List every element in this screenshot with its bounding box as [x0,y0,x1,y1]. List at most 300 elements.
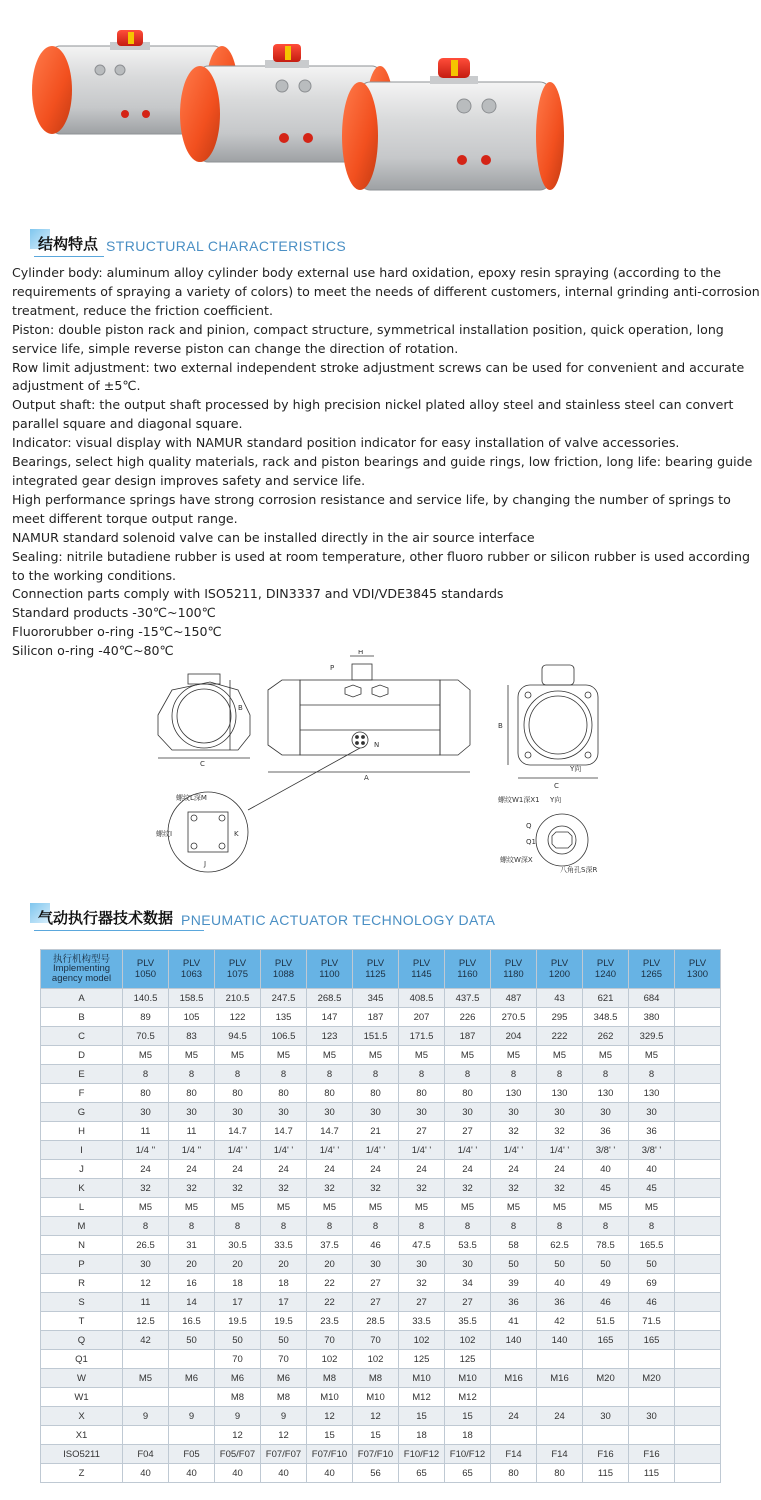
table-cell: M10 [353,1388,399,1407]
model-header-line: 1063 [180,969,203,980]
table-cell: 226 [445,1008,491,1027]
table-cell: M6 [169,1369,215,1388]
table-cell: 15 [353,1426,399,1445]
model-header-line: PLV [504,958,523,969]
table-cell: 3/8' ' [629,1141,675,1160]
table-cell: 80 [537,1464,583,1483]
table-cell: 30 [169,1103,215,1122]
table-cell [537,1350,583,1369]
table-row [41,1350,721,1369]
table-cell: 70 [353,1331,399,1350]
table-cell: 94.5 [215,1027,261,1046]
table-cell: 40 [169,1464,215,1483]
table-cell: M5 [123,1198,169,1217]
table-cell: 130 [629,1084,675,1103]
table-cell: M5 [445,1046,491,1065]
table-cell: 24 [261,1160,307,1179]
table-cell: 80 [445,1084,491,1103]
table-cell [675,1103,721,1122]
table-cell: 20 [169,1255,215,1274]
table-cell: 46 [629,1293,675,1312]
table-cell: M5 [169,1046,215,1065]
row-parameter-label: X [41,1407,123,1426]
table-cell: 437.5 [445,989,491,1008]
table-cell: 8 [537,1217,583,1236]
table-cell: F07/F07 [261,1445,307,1464]
table-cell [675,1198,721,1217]
table-cell: 21 [353,1122,399,1141]
table-cell [537,1426,583,1445]
table-cell [123,1426,169,1445]
table-cell: 30 [123,1103,169,1122]
table-cell [675,1274,721,1293]
table-cell: 204 [491,1027,537,1046]
table-cell: 1/4' ' [307,1141,353,1160]
row-parameter-label: Q [41,1331,123,1350]
model-column-header [41,950,123,989]
table-cell [675,1008,721,1027]
table-cell: 32 [491,1179,537,1198]
table-cell: 1/4' ' [353,1141,399,1160]
table-cell: 8 [583,1065,629,1084]
table-cell: 1/4' ' [491,1141,537,1160]
model-column-header [307,950,353,989]
table-cell: 80 [307,1084,353,1103]
table-cell: 15 [445,1407,491,1426]
row-parameter-label: L [41,1198,123,1217]
row-parameter-label: E [41,1065,123,1084]
table-cell: 187 [445,1027,491,1046]
table-cell: 102 [353,1350,399,1369]
table-cell: M8 [353,1369,399,1388]
model-header-line: 1300 [686,969,709,980]
table-cell: M8 [307,1369,353,1388]
detail-i-label: 螺纹I [156,830,173,838]
table-cell [675,1388,721,1407]
table-row [41,1103,721,1122]
model-column-header [675,950,721,989]
model-header-line: 1125 [365,969,386,980]
row-parameter-label: ISO5211 [41,1445,123,1464]
table-cell [675,989,721,1008]
desc-fluororubber-temp: Fluororubber o-ring -15℃~150℃ [12,624,222,640]
table-cell: 71.5 [629,1312,675,1331]
table-cell: 210.5 [215,989,261,1008]
row-parameter-label: F [41,1084,123,1103]
table-cell: F16 [583,1445,629,1464]
table-cell: 39 [491,1274,537,1293]
model-header-line: 1160 [457,969,478,980]
table-cell: 27 [399,1293,445,1312]
table-cell [491,1350,537,1369]
table-cell: 268.5 [307,989,353,1008]
row-parameter-label: W [41,1369,123,1388]
table-cell: 9 [123,1407,169,1426]
table-cell: 80 [491,1464,537,1483]
table-row [41,1274,721,1293]
table-cell: 621 [583,989,629,1008]
front-b-label: B [238,704,243,712]
table-row [41,1122,721,1141]
model-header-line: PLV [596,958,615,969]
table-row [41,1217,721,1236]
table-row [41,1464,721,1483]
table-cell: 24 [353,1160,399,1179]
desc-bearings: Bearings, select high quality materials, rack and piston bearings and guide rings, low friction, long life: bearing guide integrated gear design improves safety and service life. [12,454,753,488]
flange-q1-label: Q1 [526,838,536,846]
bolt-pattern-detail [156,748,360,872]
table-cell: M5 [399,1198,445,1217]
table-cell: 158.5 [169,989,215,1008]
table-cell: F07/F10 [307,1445,353,1464]
table-cell: 80 [215,1084,261,1103]
table-cell: 58 [491,1236,537,1255]
table-cell: 1/4' ' [261,1141,307,1160]
table-cell: 12 [215,1426,261,1445]
table-cell: 20 [215,1255,261,1274]
table-cell: 15 [399,1407,445,1426]
model-header-line: PLV [182,958,201,969]
model-header-line: 1240 [594,969,617,980]
table-cell: 80 [123,1084,169,1103]
table-row [41,1369,721,1388]
row-parameter-label: B [41,1008,123,1027]
header-label-cn: 执行机构型号 [52,953,110,965]
table-cell: 8 [399,1065,445,1084]
header-label-en2: agency model [51,972,112,984]
table-cell [629,1388,675,1407]
table-cell: 222 [537,1027,583,1046]
table-cell: 8 [353,1065,399,1084]
product-photo [0,0,761,215]
table-cell: M10 [399,1369,445,1388]
table-cell: 30 [583,1103,629,1122]
desc-connection: Connection parts comply with ISO5211, DIN3337 and VDI/VDE3845 standards [12,586,504,602]
table-cell: 102 [307,1350,353,1369]
side-p-label: P [330,664,335,672]
table-cell: M6 [215,1369,261,1388]
table-cell: 8 [307,1217,353,1236]
table-cell: M5 [123,1046,169,1065]
table-cell: 30.5 [215,1236,261,1255]
table-cell: 62.5 [537,1236,583,1255]
table-row [41,1160,721,1179]
table-cell: 50 [491,1255,537,1274]
table-cell: 50 [215,1331,261,1350]
table-cell: 37.5 [307,1236,353,1255]
table-cell: 1/4' ' [399,1141,445,1160]
model-column-header [537,950,583,989]
table-cell: 19.5 [215,1312,261,1331]
table-cell: 11 [123,1293,169,1312]
row-parameter-label: W1 [41,1388,123,1407]
table-cell: 8 [629,1065,675,1084]
detail-k-label: K [234,830,239,838]
table-cell: 14.7 [261,1122,307,1141]
table-cell [629,1350,675,1369]
technology-data-table [40,949,721,1483]
front-c-label: C [200,760,205,768]
table-cell: 8 [537,1065,583,1084]
detail-j-label: J [204,860,207,868]
table-cell: 24 [491,1160,537,1179]
table-cell: F07/F10 [353,1445,399,1464]
section-underline [34,930,204,931]
table-cell [675,1407,721,1426]
end-view-drawing [498,665,598,790]
table-cell: 8 [169,1065,215,1084]
table-cell: 24 [307,1160,353,1179]
table-cell: 130 [583,1084,629,1103]
table-cell: 18 [399,1426,445,1445]
technology-data-header [34,904,495,930]
table-cell: 65 [445,1464,491,1483]
table-cell: 115 [583,1464,629,1483]
table-cell: 41 [491,1312,537,1331]
table-cell: 122 [215,1008,261,1027]
table-cell: 14.7 [307,1122,353,1141]
desc-solenoid: NAMUR standard solenoid valve can be installed directly in the air source interface [12,529,535,545]
table-cell: 140 [491,1331,537,1350]
table-cell [675,1369,721,1388]
table-cell: 105 [169,1008,215,1027]
model-column-header [261,950,307,989]
table-cell: M5 [537,1046,583,1065]
table-cell [675,1445,721,1464]
table-cell: 24 [123,1160,169,1179]
table-cell [675,1065,721,1084]
table-cell [169,1350,215,1369]
table-cell [629,1426,675,1445]
table-cell: 14 [169,1293,215,1312]
table-cell [675,1141,721,1160]
table-cell: 135 [261,1008,307,1027]
model-header-line: 1180 [503,969,524,980]
table-cell: 24 [399,1160,445,1179]
side-a-label: A [364,774,369,782]
table-cell: 8 [169,1217,215,1236]
table-cell: 32 [491,1122,537,1141]
model-header-line: PLV [320,958,339,969]
table-cell: 9 [261,1407,307,1426]
section-title-en: PNEUMATIC ACTUATOR TECHNOLOGY DATA [181,912,496,928]
model-column-header [169,950,215,989]
model-column-header [491,950,537,989]
table-cell: M5 [123,1369,169,1388]
table-cell: 50 [629,1255,675,1274]
structural-characteristics-header [34,230,346,256]
table-cell [583,1426,629,1445]
table-cell: 125 [399,1350,445,1369]
table-cell: 89 [123,1008,169,1027]
table-cell: 12 [123,1274,169,1293]
table-cell: 20 [307,1255,353,1274]
table-cell: 130 [491,1084,537,1103]
table-cell: 3/8' ' [583,1141,629,1160]
table-cell: M20 [629,1369,675,1388]
table-cell: 16 [169,1274,215,1293]
table-row [41,1331,721,1350]
table-cell: M5 [169,1198,215,1217]
row-parameter-label: R [41,1274,123,1293]
table-cell: M5 [491,1198,537,1217]
row-parameter-label: I [41,1141,123,1160]
table-cell: 24 [491,1407,537,1426]
table-cell: M8 [261,1388,307,1407]
table-cell: 65 [399,1464,445,1483]
table-cell: 125 [445,1350,491,1369]
table-cell: 32 [537,1122,583,1141]
table-cell: 247.5 [261,989,307,1008]
table-cell [675,1464,721,1483]
table-cell: 18 [261,1274,307,1293]
table-cell: 40 [537,1274,583,1293]
table-cell: 36 [537,1293,583,1312]
table-cell: M5 [537,1198,583,1217]
table-cell: 46 [583,1293,629,1312]
table-cell: 329.5 [629,1027,675,1046]
table-cell: M5 [583,1198,629,1217]
table-cell: 380 [629,1008,675,1027]
table-cell: 17 [215,1293,261,1312]
table-cell: M5 [215,1198,261,1217]
table-cell: 147 [307,1008,353,1027]
description-block [12,264,760,661]
table-cell [169,1426,215,1445]
table-row [41,1065,721,1084]
table-cell: 32 [307,1179,353,1198]
model-header-line: 1100 [319,969,340,980]
table-cell: 9 [169,1407,215,1426]
table-row [41,1141,721,1160]
table-cell [537,1388,583,1407]
side-h-label: H [358,650,364,656]
side-view-drawing [268,650,470,782]
table-cell: M5 [353,1046,399,1065]
table-row [41,1426,721,1445]
table-cell: M10 [307,1388,353,1407]
table-cell: 140.5 [123,989,169,1008]
table-cell: 83 [169,1027,215,1046]
table-cell: 50 [261,1331,307,1350]
table-row [41,989,721,1008]
model-header-line: 1075 [226,969,249,980]
header-label-en1: Implementing [52,963,111,975]
table-cell: 34 [445,1274,491,1293]
table-cell: F05 [169,1445,215,1464]
table-cell: 30 [353,1255,399,1274]
table-cell: F14 [491,1445,537,1464]
model-header-line: 1200 [548,969,571,980]
table-cell: 24 [537,1160,583,1179]
desc-springs: High performance springs have strong corrosion resistance and service life, by changing the number of springs to meet different torque output range. [12,491,731,526]
table-cell: 50 [537,1255,583,1274]
table-cell: 32 [123,1179,169,1198]
table-cell [675,1293,721,1312]
table-cell: 8 [215,1217,261,1236]
table-cell: 32 [537,1179,583,1198]
table-cell: 32 [261,1179,307,1198]
table-cell: 106.5 [261,1027,307,1046]
table-cell: 40 [583,1160,629,1179]
table-cell: 32 [215,1179,261,1198]
table-cell [583,1388,629,1407]
table-cell: 1/4' ' [215,1141,261,1160]
table-cell: 30 [399,1255,445,1274]
table-cell: 151.5 [353,1027,399,1046]
table-cell: M5 [629,1198,675,1217]
table-cell: 8 [491,1217,537,1236]
section-title-en: STRUCTURAL CHARACTERISTICS [106,238,347,254]
table-row [41,1236,721,1255]
table-cell: 32 [399,1179,445,1198]
table-cell: 140 [537,1331,583,1350]
table-cell [675,1046,721,1065]
table-cell: 1/4 '' [123,1141,169,1160]
table-cell: 8 [307,1065,353,1084]
table-cell: 56 [353,1464,399,1483]
table-cell: 8 [445,1065,491,1084]
table-cell [675,1331,721,1350]
side-n-label: N [374,741,380,749]
table-cell: 40 [629,1160,675,1179]
table-cell: 36 [629,1122,675,1141]
table-cell: 16.5 [169,1312,215,1331]
table-cell: M5 [307,1198,353,1217]
table-cell: 40 [123,1464,169,1483]
model-header-line: PLV [550,958,569,969]
table-cell: 8 [261,1217,307,1236]
table-cell: 49 [583,1274,629,1293]
table-cell [123,1388,169,1407]
table-cell: 684 [629,989,675,1008]
table-cell: 165.5 [629,1236,675,1255]
table-cell: 70 [261,1350,307,1369]
end-c-label: C [554,782,559,790]
table-cell: 24 [537,1407,583,1426]
table-cell: 40 [261,1464,307,1483]
table-cell: 53.5 [445,1236,491,1255]
table-cell: M12 [445,1388,491,1407]
table-cell: 30 [445,1255,491,1274]
flange-w1-label: 螺纹W1深X1 [498,796,540,804]
table-row [41,1293,721,1312]
table-cell [675,1236,721,1255]
table-cell: 102 [445,1331,491,1350]
table-cell: M5 [353,1198,399,1217]
table-cell: 165 [629,1331,675,1350]
table-cell: 171.5 [399,1027,445,1046]
table-cell: 11 [169,1122,215,1141]
desc-standard-temp: Standard products -30℃~100℃ [12,605,216,621]
table-cell: 30 [399,1103,445,1122]
model-header-line: 1050 [134,969,157,980]
section-underline [34,256,104,257]
table-cell: 8 [491,1065,537,1084]
table-cell: F10/F12 [445,1445,491,1464]
table-cell: 26.5 [123,1236,169,1255]
table-cell: 11 [123,1122,169,1141]
model-column-header [445,950,491,989]
table-cell: 19.5 [261,1312,307,1331]
table-cell: 130 [537,1084,583,1103]
row-parameter-label: P [41,1255,123,1274]
model-column-header [583,950,629,989]
table-row [41,1407,721,1426]
table-cell: 40 [215,1464,261,1483]
desc-sealing: Sealing: nitrile butadiene rubber is used at room temperature, other fluoro rubber or silicon rubber is used according to the working conditions. [12,548,751,583]
table-cell: 36 [583,1122,629,1141]
